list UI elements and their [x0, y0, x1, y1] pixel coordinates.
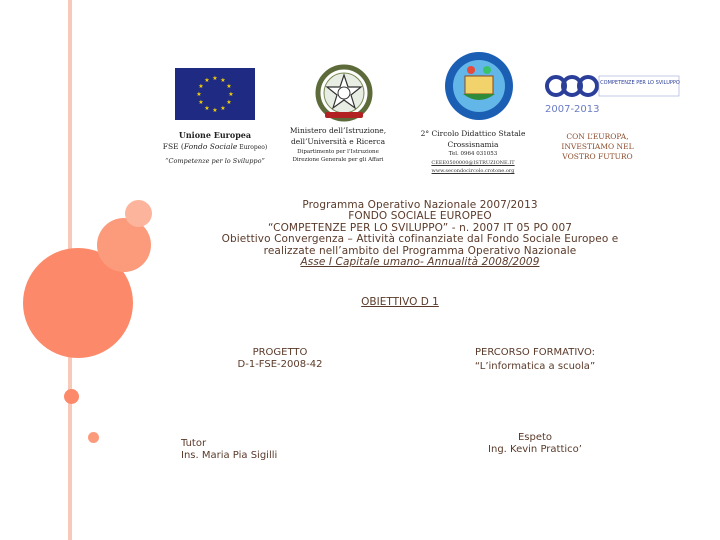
eu-caption-line3: “Competenze per lo Sviluppo” [165, 157, 265, 165]
svg-text:★: ★ [198, 99, 204, 106]
pon-logo-text: COMPETENZE PER LO SVILUPPO [600, 80, 680, 86]
school-line1: 2° Circolo Didattico Statale [420, 129, 526, 138]
program-line2: FONDO SOCIALE EUROPEO [348, 210, 492, 223]
program-line1: Programma Operativo Nazionale 2007/2013 [302, 199, 538, 211]
svg-text:★: ★ [204, 105, 210, 112]
eu-caption-line1: Unione Europea [178, 130, 252, 140]
svg-text:★: ★ [220, 77, 226, 84]
project-label: PROGETTO [252, 347, 308, 358]
eu-flag-logo [175, 68, 255, 120]
ministry-line4: Direzione Generale per gli Affari [292, 157, 384, 163]
course-block [465, 347, 605, 372]
pon-years: 2007-2013 [545, 104, 600, 115]
pon-slogan-line1: CON L’EUROPA, INVESTIAMO NEL [561, 132, 634, 151]
school-email-link[interactable]: CEEE0500000@ISTRUZIONE.IT [431, 160, 515, 166]
svg-text:★: ★ [212, 107, 218, 114]
eu-caption-line2 [160, 141, 270, 153]
svg-text:★: ★ [196, 91, 202, 98]
project-block [225, 347, 335, 370]
italian-republic-emblem [313, 62, 375, 124]
svg-text:★: ★ [226, 99, 232, 106]
eu-caption [160, 130, 270, 167]
school-logo [443, 50, 515, 122]
svg-text:★: ★ [198, 83, 204, 90]
program-text [215, 200, 625, 268]
school-line3: Tel. 0964 031053 [448, 151, 498, 157]
svg-text:★: ★ [228, 91, 234, 98]
svg-text:★: ★ [204, 77, 210, 84]
tutor-label: Tutor [181, 438, 207, 449]
course-label: PERCORSO FORMATIVO: [474, 347, 596, 358]
expert-block [475, 432, 595, 455]
program-line6: Asse I Capitale umano- Annualità 2008/2009 [300, 256, 540, 269]
svg-text:★: ★ [220, 105, 226, 112]
decorative-circle-tiny-2 [88, 432, 99, 443]
school-website-link[interactable]: www.secondocircolo.crotone.org [431, 168, 515, 174]
expert-name: Ing. Kevin Prattico’ [488, 443, 582, 455]
tutor-block [181, 438, 321, 461]
program-line5: realizzate nell’ambito del Programma Operativo Nazionale [263, 244, 577, 257]
pon-slogan-line2: VOSTRO FUTURO [562, 152, 633, 161]
eu-caption-fondo: Fondo Sociale [183, 142, 238, 151]
school-line2: Crossisnamia [447, 140, 499, 149]
eu-caption-fse: FSE ( [162, 142, 184, 151]
ministry-line3: Dipartimento per l’Istruzione [297, 149, 379, 155]
program-line4: Obiettivo Convergenza – Attività cofinanziate dal Fondo Sociale Europeo e [221, 233, 619, 246]
course-title: “L’informatica a scuola” [474, 360, 596, 372]
pon-slogan [540, 132, 655, 162]
project-code: D-1-FSE-2008-42 [237, 358, 323, 370]
eu-caption-europeo: Europeo) [237, 144, 268, 151]
expert-label: Espeto [517, 432, 553, 443]
program-line3: “COMPETENZE PER LO SVILUPPO” - n. 2007 IT 05 PO 007 [267, 221, 573, 234]
tutor-name: Ins. Maria Pia Sigilli [181, 449, 278, 461]
decorative-circle-tiny-1 [64, 389, 79, 404]
decorative-circle-small [125, 200, 152, 227]
svg-text:★: ★ [226, 83, 232, 90]
ministry-line1: Ministero dell’Istruzione, [289, 126, 387, 135]
school-caption [418, 128, 528, 175]
ministry-line2: dell’Università e Ricerca [290, 137, 386, 146]
svg-text:★: ★ [212, 75, 218, 82]
objective-title: OBIETTIVO D 1 [361, 296, 439, 308]
ministry-caption [288, 125, 388, 164]
